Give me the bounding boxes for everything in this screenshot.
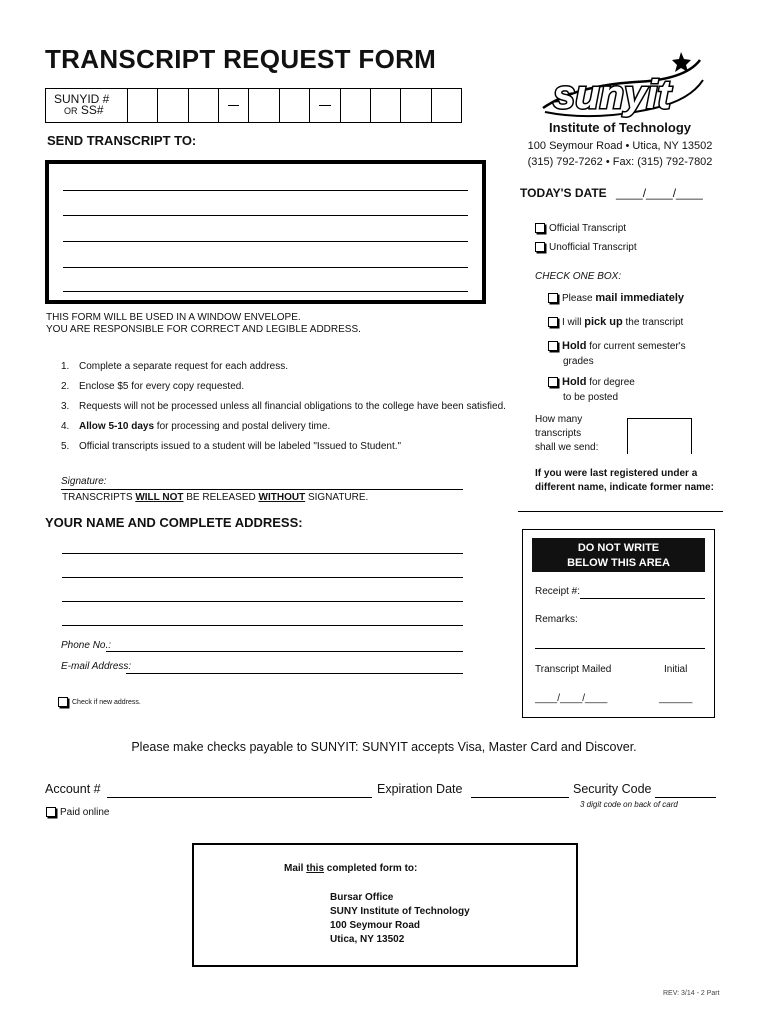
- id-separator: [310, 89, 340, 122]
- option-bold: Hold: [562, 340, 587, 352]
- paid-online-checkbox[interactable]: [46, 807, 56, 817]
- receipt-label: Receipt #:: [535, 586, 581, 597]
- initial-label: Initial: [664, 664, 688, 675]
- office-heading-line: BELOW THIS AREA: [567, 557, 670, 569]
- phone-label: Phone No.:: [61, 640, 112, 651]
- unofficial-option[interactable]: [535, 242, 637, 253]
- address-line: [63, 241, 468, 242]
- warning-without: WITHOUT: [258, 492, 306, 503]
- list-item: [61, 377, 506, 397]
- option-text: for degree: [586, 377, 635, 388]
- security-field[interactable]: [655, 797, 716, 798]
- or-label: OR: [64, 106, 78, 116]
- your-address-line[interactable]: [62, 553, 463, 554]
- item-text: Requests will not be processed unless all financial obligations to the college have been satisfied.: [79, 401, 506, 412]
- copies-label-line: shall we send:: [535, 442, 599, 453]
- mailing-address-line: 100 Seymour Road: [330, 920, 421, 931]
- address-line: [63, 267, 468, 268]
- former-name-line: If you were last registered under a: [535, 468, 698, 479]
- your-address-line[interactable]: [62, 577, 463, 578]
- former-name-field[interactable]: [518, 511, 723, 512]
- mail-immediately-option[interactable]: [548, 292, 684, 304]
- mailing-address: [330, 891, 470, 947]
- institute-address: 100 Seymour Road • Utica, NY 13502: [527, 140, 713, 152]
- id-digit-box[interactable]: [432, 89, 461, 122]
- hold-grades-checkbox[interactable]: [548, 341, 558, 351]
- envelope-note: [46, 312, 361, 336]
- initial-blank: ______: [659, 693, 693, 704]
- security-note: 3 digit code on back of card: [580, 800, 678, 809]
- list-item: [61, 417, 506, 437]
- new-address-check: [58, 697, 141, 707]
- official-option[interactable]: [535, 223, 626, 234]
- email-field[interactable]: [126, 673, 463, 674]
- mail-to-this: this: [306, 863, 325, 874]
- list-item: [61, 397, 506, 417]
- new-address-label: Check if new address.: [72, 698, 141, 706]
- item-text: for processing and postal delivery time.: [154, 421, 331, 432]
- list-item: [61, 357, 506, 377]
- id-digit-box[interactable]: [401, 89, 431, 122]
- option-bold: Hold: [562, 376, 587, 388]
- copies-label-line: transcripts: [535, 428, 582, 439]
- item-number: 4.: [61, 421, 70, 432]
- option-text: I will: [562, 317, 585, 328]
- copies-label-line: How many: [535, 414, 583, 425]
- hold-degree-option[interactable]: [548, 375, 635, 405]
- official-label: Official Transcript: [549, 223, 627, 234]
- address-line: [63, 291, 468, 292]
- account-field[interactable]: [107, 797, 372, 798]
- account-label: Account #: [45, 782, 101, 796]
- former-name-label: [535, 467, 714, 495]
- institute-name: Institute of Technology: [548, 120, 692, 135]
- todays-date-blank[interactable]: ____/____/____: [616, 186, 703, 200]
- option-text: grades: [563, 356, 594, 367]
- paid-online-label: Paid online: [60, 807, 110, 818]
- item-text: Enclose $5 for every copy requested.: [79, 381, 245, 392]
- id-digit-box[interactable]: [158, 89, 188, 122]
- item-text: Complete a separate request for each address.: [79, 361, 289, 372]
- unofficial-checkbox[interactable]: [535, 242, 545, 252]
- signature-label: Signature:: [61, 476, 107, 487]
- id-digit-box[interactable]: [128, 89, 158, 122]
- address-line: [63, 190, 468, 191]
- item-text-bold: Allow 5-10 days: [79, 421, 155, 432]
- revision-note: REV: 3/14 - 2 Part: [663, 990, 720, 997]
- mailing-address-line: Utica, NY 13502: [330, 934, 405, 945]
- todays-date[interactable]: [520, 186, 703, 200]
- envelope-note-line: THIS FORM WILL BE USED IN A WINDOW ENVELOPE.: [46, 312, 301, 323]
- option-bold: mail immediately: [595, 292, 685, 304]
- pick-up-checkbox[interactable]: [548, 317, 558, 327]
- your-address-heading: YOUR NAME AND COMPLETE ADDRESS:: [45, 515, 303, 530]
- option-bold: pick up: [584, 316, 623, 328]
- paid-online-option[interactable]: [46, 807, 109, 818]
- todays-date-label: TODAY'S DATE: [520, 186, 607, 200]
- email-label: E-mail Address:: [61, 661, 132, 672]
- mail-to-text: completed form to:: [324, 863, 418, 874]
- warning-will-not: WILL NOT: [135, 492, 184, 503]
- id-digit-box[interactable]: [371, 89, 401, 122]
- copies-input-box[interactable]: [627, 418, 692, 454]
- mail-to-box: [192, 843, 578, 967]
- option-text: for current semester's: [586, 341, 686, 352]
- option-text: Please: [562, 293, 596, 304]
- id-digit-box[interactable]: [189, 89, 219, 122]
- signature-warning: [62, 492, 368, 503]
- instructions-list: [61, 357, 506, 457]
- mailed-date-blank: ____/____/____: [535, 693, 608, 704]
- check-one-label: CHECK ONE BOX:: [535, 271, 622, 282]
- recipient-address-box[interactable]: [45, 160, 486, 304]
- payment-note: Please make checks payable to SUNYIT: SUNYIT accepts Visa, Master Card and Discover.: [131, 740, 637, 754]
- your-address-line[interactable]: [62, 625, 463, 626]
- list-item: [61, 437, 506, 457]
- unofficial-label: Unofficial Transcript: [549, 242, 637, 253]
- sunyit-logo: [535, 46, 710, 124]
- mail-immediately-checkbox[interactable]: [548, 293, 558, 303]
- send-to-heading: SEND TRANSCRIPT TO:: [47, 133, 197, 148]
- mail-to-text: Mail: [284, 863, 307, 874]
- former-name-line: different name, indicate former name:: [535, 482, 714, 493]
- mailing-address-line: SUNY Institute of Technology: [330, 906, 470, 917]
- logo-wordmark: sunyit: [553, 73, 671, 117]
- sunyid-field[interactable]: [45, 88, 462, 123]
- warning-text: BE RELEASED: [183, 492, 259, 503]
- page-title: TRANSCRIPT REQUEST FORM: [45, 44, 437, 74]
- expiration-field[interactable]: [471, 797, 569, 798]
- item-number: 2.: [61, 381, 70, 392]
- institute-info: [520, 120, 720, 170]
- item-text: Official transcripts issued to a student will be labeled "Issued to Student.": [79, 441, 402, 452]
- office-use-box: [522, 529, 715, 718]
- item-number: 5.: [61, 441, 70, 452]
- envelope-note-line: YOU ARE RESPONSIBLE FOR CORRECT AND LEGIBLE ADDRESS.: [46, 324, 361, 335]
- id-digit-box[interactable]: [249, 89, 279, 122]
- item-number: 3.: [61, 401, 70, 412]
- receipt-field: [580, 598, 705, 599]
- phone-field[interactable]: [106, 651, 463, 652]
- warning-text: SIGNATURE.: [305, 492, 369, 503]
- item-number: 1.: [61, 361, 70, 372]
- new-address-checkbox[interactable]: [58, 697, 68, 707]
- mailing-address-line: Bursar Office: [330, 892, 394, 903]
- signature-line[interactable]: [61, 489, 463, 490]
- id-digit-box[interactable]: [280, 89, 310, 122]
- copies-label: [535, 413, 598, 455]
- warning-text: TRANSCRIPTS: [62, 492, 136, 503]
- address-line: [63, 215, 468, 216]
- sunyid-label-top: SUNYID #: [54, 92, 110, 106]
- hold-grades-option[interactable]: [548, 339, 686, 369]
- option-text: the transcript: [622, 317, 684, 328]
- ss-label: SS#: [80, 103, 104, 117]
- sunyid-label: [46, 89, 128, 122]
- id-separator: [219, 89, 249, 122]
- id-digit-box[interactable]: [341, 89, 371, 122]
- expiration-label: Expiration Date: [377, 782, 463, 796]
- official-checkbox[interactable]: [535, 223, 545, 233]
- option-text: to be posted: [563, 392, 619, 403]
- hold-degree-checkbox[interactable]: [548, 377, 558, 387]
- institute-phone: (315) 792-7262 • Fax: (315) 792-7802: [527, 156, 713, 168]
- office-use-heading: [532, 538, 705, 572]
- remarks-label: Remarks:: [535, 614, 578, 625]
- office-heading-line: DO NOT WRITE: [577, 542, 660, 554]
- remarks-field: [535, 648, 705, 649]
- pick-up-option[interactable]: [548, 316, 683, 328]
- your-address-line[interactable]: [62, 601, 463, 602]
- mailed-label: Transcript Mailed: [535, 664, 612, 675]
- security-label: Security Code: [573, 782, 652, 796]
- mail-to-heading: [284, 863, 417, 874]
